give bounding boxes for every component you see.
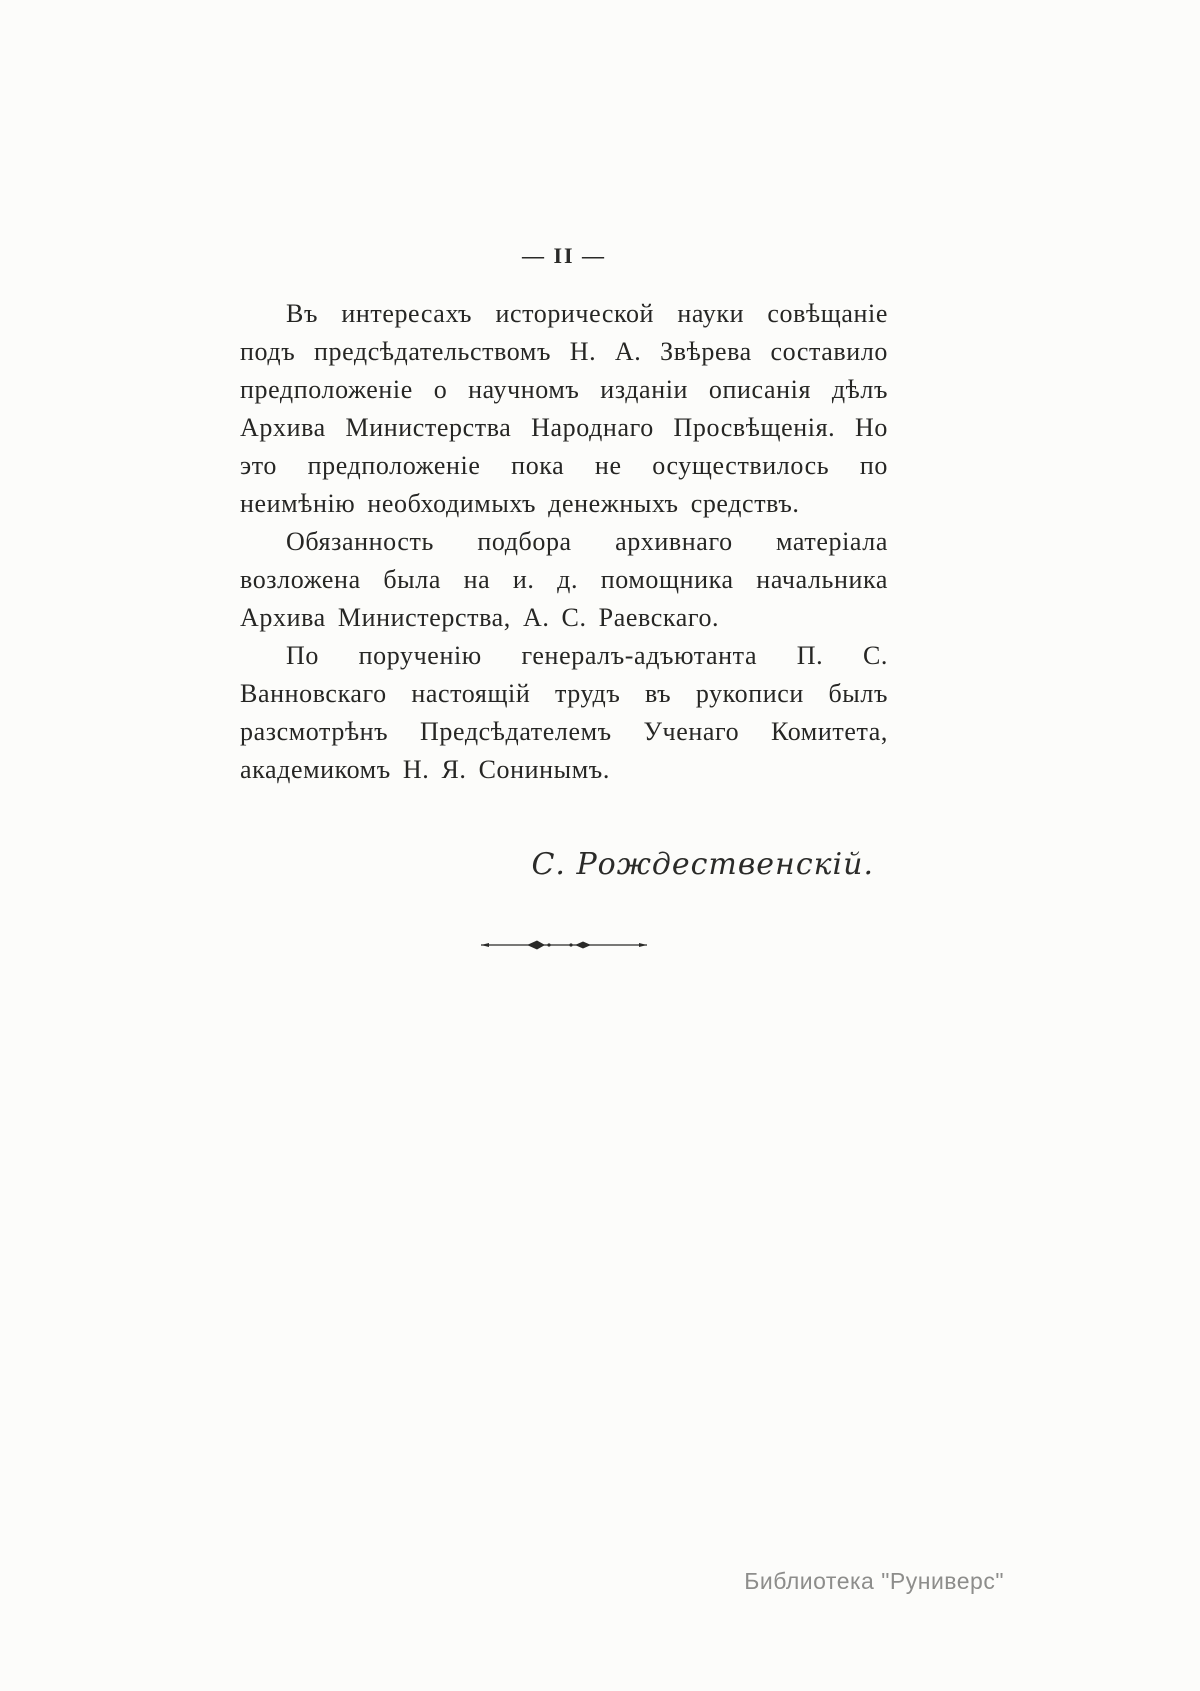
text-block (240, 243, 888, 954)
ornamental-rule-icon (479, 937, 649, 953)
signature-row (240, 847, 888, 882)
author-signature: С. Рождественскій. (531, 847, 874, 882)
paragraph: Обязанность подбора архивнаго матеріала возложена была на и. д. помощника начальника Архива Министерства, А. С. Раевскаго. (240, 527, 888, 632)
library-watermark: Библиотека "Руниверс" (744, 1568, 1004, 1594)
paragraph: По порученію генералъ-адъютанта П. С. Ванновскаго настоящій трудъ въ рукописи былъ разсмотрѣнъ Предсѣдателемъ Ученаго Комитета, академикомъ Н. Я. Сонинымъ. (240, 641, 888, 784)
body-copy (240, 295, 888, 789)
paragraph: Въ интересахъ исторической науки совѣщаніе подъ предсѣдательствомъ Н. А. Звѣрева составило предположеніе о научномъ изданіи описанія дѣлъ Архива Министерства Народнаго Просвѣщенія. Но это предположеніе пока не осуществилось по неимѣнію необходимыхъ денежныхъ средствъ. (240, 299, 888, 518)
divider-ornament (240, 936, 888, 954)
page-number: — II — (521, 243, 607, 268)
